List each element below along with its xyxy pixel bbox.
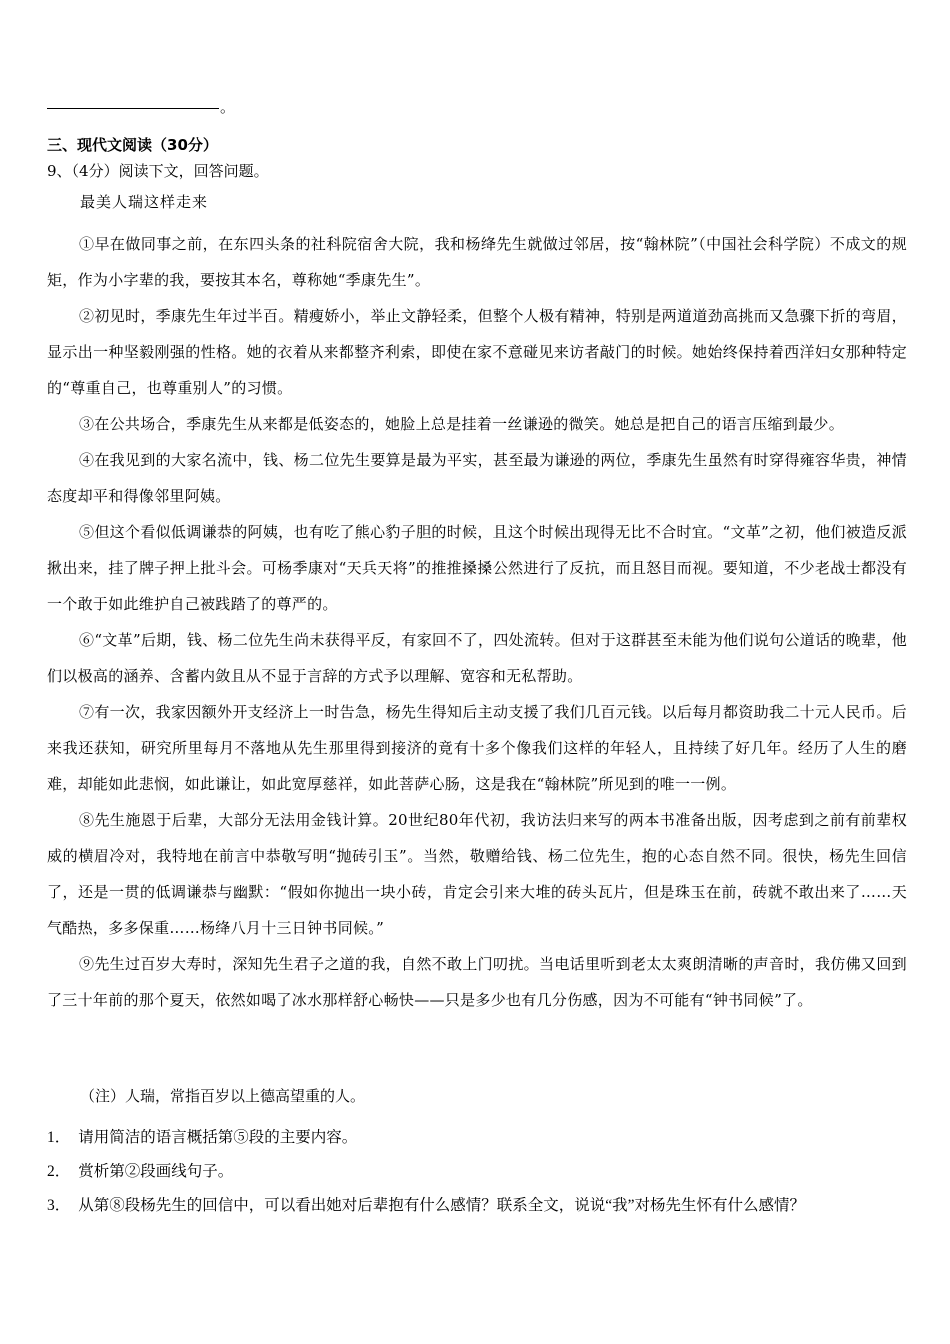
article-paragraph: ②初见时，季康先生年过半百。精瘦娇小，举止文静轻柔，但整个人极有精神，特别是两道道劲高挑而又急骤下折的弯眉，显示出一种坚毅刚强的性格。她的衣着从来都整齐利索，即使在家不意碰见来访者敲门的时候。她始终保持着西洋妇女那种特定的“尊重自己，也尊重别人”的习惯。 <box>47 307 907 397</box>
article-paragraph: ⑥“文革”后期，钱、杨二位先生尚未获得平反，有家回不了，四处流转。但对于这群甚至未能为他们说句公道话的晚辈，他们以极高的涵养、含蓄内敛且从不显于言辞的方式予以理解、宽容和无私帮助。 <box>47 631 907 685</box>
answer-blank-line <box>47 108 219 109</box>
article-paragraph: ⑤但这个看似低调谦恭的阿姨，也有吃了熊心豹子胆的时候，且这个时候出现得无比不合时宜。“文革”之初，他们被造反派揪出来，挂了牌子押上批斗会。可杨季康对“天兵天将”的推推搡搡公然进行了反抗，而且怒目而视。要知道，不少老战士都没有一个敢于如此维护自己被践踏了的尊严的。 <box>47 523 907 613</box>
article-title: 最美人瑞这样走来 <box>80 193 209 211</box>
question-header: 9、（4分）阅读下文，回答问题。 <box>47 162 269 180</box>
sub-question <box>47 1189 907 1223</box>
sub-question-list <box>47 1121 907 1223</box>
sub-question-text: 赏析第②段画线句子。 <box>78 1163 234 1180</box>
article-body <box>47 226 907 1018</box>
sub-question-text: 从第⑧段杨先生的回信中，可以看出她对后辈抱有什么感情？联系全文，说说“我”对杨先生怀有什么感情？ <box>78 1197 806 1214</box>
sub-question-number: 3． <box>47 1197 71 1214</box>
sub-question <box>47 1155 907 1189</box>
article-paragraph: ⑨先生过百岁大寿时，深知先生君子之道的我，自然不敢上门叨扰。当电话里听到老太太爽朗清晰的声音时，我仿佛又回到了三十年前的那个夏天，依然如喝了冰水那样舒心畅快——只是多少也有几分伤感，因为不可能有“钟书同候”了。 <box>47 955 907 1009</box>
answer-blank-period: 。 <box>220 98 236 116</box>
sub-question-number: 2． <box>47 1163 71 1180</box>
sub-question-text: 请用简洁的语言概括第⑤段的主要内容。 <box>78 1129 358 1146</box>
article-paragraph: ③在公共场合，季康先生从来都是低姿态的，她脸上总是挂着一丝谦逊的微笑。她总是把自己的语言压缩到最少。 <box>79 415 845 433</box>
article-paragraph: ⑧先生施恩于后辈，大部分无法用金钱计算。20世纪80年代初，我访法归来写的两本书准备出版，因考虑到之前有前辈权威的横眉冷对，我特地在前言中恭敬写明“抛砖引玉”。当然，敬赠给钱、杨二位先生，抱的心态自然不同。很快，杨先生回信了，还是一贯的低调谦恭与幽默：“假如你抛出一块小砖，肯定会引来大堆的砖头瓦片，但是珠玉在前，砖就不敢出来了……天气酷热，多多保重……杨绛八月十三日钟书同候。” <box>47 811 907 937</box>
sub-question-number: 1． <box>47 1129 71 1146</box>
article-note: （注）人瑞，常指百岁以上德高望重的人。 <box>80 1087 366 1105</box>
sub-question <box>47 1121 907 1155</box>
article-paragraph: ④在我见到的大家名流中，钱、杨二位先生要算是最为平实，甚至最为谦逊的两位，季康先生虽然有时穿得雍容华贵，神情态度却平和得像邻里阿姨。 <box>47 451 907 505</box>
section-heading: 三、现代文阅读（30分） <box>47 136 218 154</box>
article-paragraph: ①早在做同事之前，在东四头条的社科院宿舍大院，我和杨绛先生就做过邻居，按“翰林院”（中国社会科学院）不成文的规矩，作为小字辈的我，要按其本名，尊称她“季康先生”。 <box>47 235 907 289</box>
article-paragraph: ⑦有一次，我家因额外开支经济上一时告急，杨先生得知后主动支援了我们几百元钱。以后每月都资助我二十元人民币。后来我还获知，研究所里每月不落地从先生那里得到接济的竟有十多个像我们这样的年轻人，且持续了好几年。经历了人生的磨难，却能如此悲悯，如此谦让，如此宽厚慈祥，如此菩萨心肠，这是我在“翰林院”所见到的唯一一例。 <box>47 703 907 793</box>
